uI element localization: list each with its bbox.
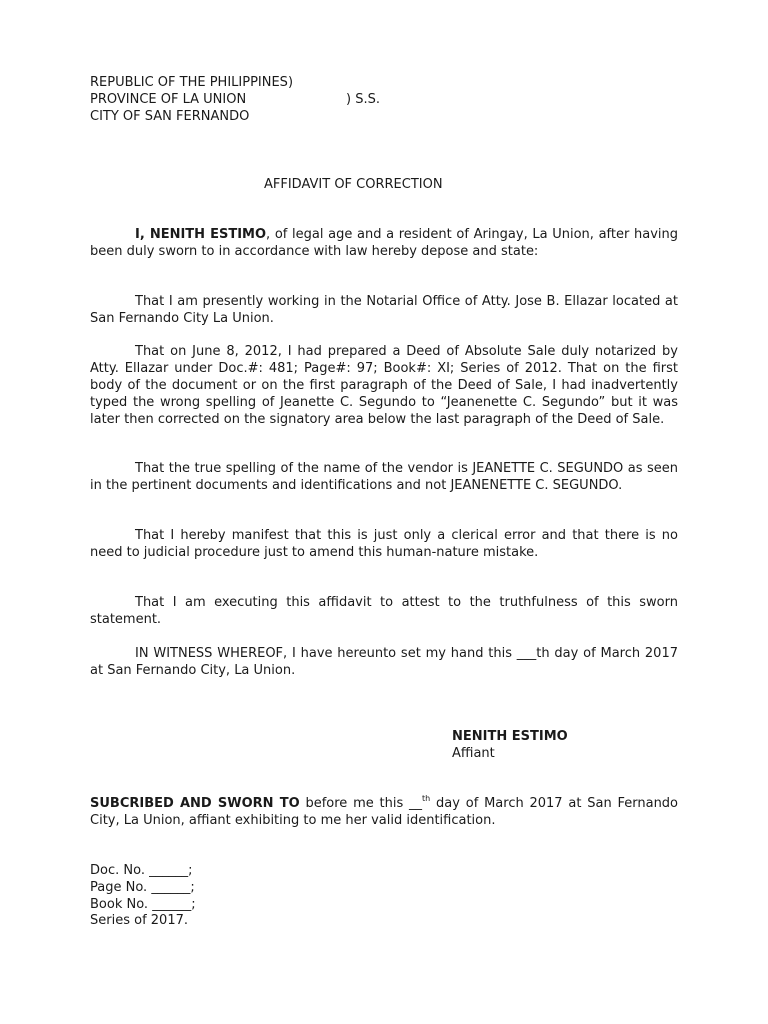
jurat-paragraph (90, 795, 678, 829)
document-title: AFFIDAVIT OF CORRECTION (264, 177, 443, 192)
affiant-name-inline: I, NENITH ESTIMO (135, 227, 267, 242)
body-paragraph (90, 460, 678, 494)
notarial-book-no: Book No. ______; (90, 897, 196, 912)
body-paragraph (90, 293, 678, 327)
caption-province: PROVINCE OF LA UNION (90, 92, 247, 107)
paragraph-text: That the true spelling of the name of the vendor is JEANETTE C. SEGUNDO as seen in the pertinent documents and identifications and not JEANENETTE C. SEGUNDO. (90, 461, 678, 493)
notarial-series: Series of 2017. (90, 913, 188, 928)
paragraph-text: That I hereby manifest that this is just only a clerical error and that there is no need to judicial procedure just to amend this human-nature mistake. (90, 528, 678, 560)
jurat-heading: SUBCRIBED AND SWORN TO (90, 796, 300, 811)
signatory-name: NENITH ESTIMO (452, 729, 568, 744)
intro-text: , of legal age and a resident of Aringay, La Union, after having been duly sworn to in accordance with law hereby depose and state: (90, 227, 678, 259)
jurat-text-after: day of March 2017 at San Fernando City, La Union, affiant exhibiting to me her valid identification. (90, 796, 679, 828)
body-paragraph (90, 343, 678, 428)
signatory-role: Affiant (452, 746, 495, 761)
body-paragraph (90, 594, 678, 628)
caption-republic: REPUBLIC OF THE PHILIPPINES) (90, 75, 294, 90)
notarial-page-no: Page No. ______; (90, 880, 195, 895)
paragraph-text: IN WITNESS WHEREOF, I have hereunto set my hand this ___th day of March 2017 at San Fernando City, La Union. (90, 646, 678, 678)
caption-ss: ) S.S. (346, 92, 380, 107)
caption-city: CITY OF SAN FERNANDO (90, 109, 250, 124)
paragraph-text: That I am presently working in the Notarial Office of Atty. Jose B. Ellazar located at San Fernando City La Union. (90, 294, 678, 326)
jurat-superscript: th (422, 794, 431, 803)
intro-paragraph (90, 226, 678, 260)
body-paragraph (90, 527, 678, 561)
witness-paragraph (90, 645, 678, 679)
paragraph-text: That on June 8, 2012, I had prepared a Deed of Absolute Sale duly notarized by Atty. Ellazar under Doc.#: 481; Page#: 97; Book#: XI; Series of 2012. That on the first body of the document or on the first paragraph of the Deed of Sale, I had inadvertently typed the wrong spelling of Jeanette C. Segundo to “Jeanenette C. Segundo” but it was later then corrected on the signatory area below the last paragraph of the Deed of Sale. (90, 344, 678, 427)
jurat-text-before: before me this __ (299, 796, 423, 811)
notarial-doc-no: Doc. No. ______; (90, 863, 193, 878)
paragraph-text: That I am executing this affidavit to attest to the truthfulness of this sworn statement. (90, 595, 678, 627)
